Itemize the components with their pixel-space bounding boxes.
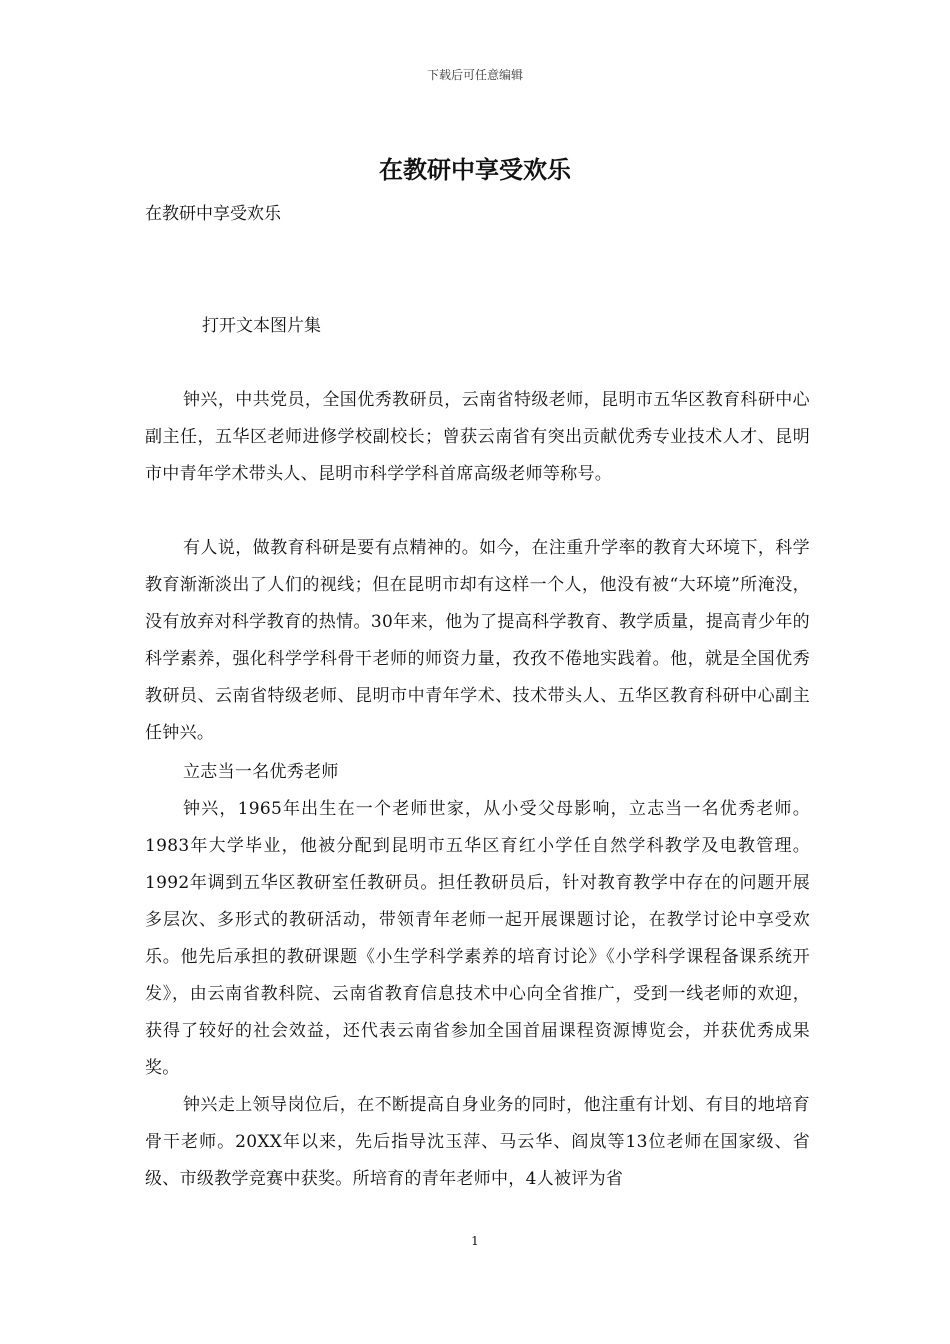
document-subtitle: 在教研中享受欢乐 bbox=[145, 204, 281, 224]
paragraph-career: 钟兴，1965年出生在一个老师世家，从小受父母影响，立志当一名优秀老师。1983年大学毕业，他被分配到昆明市五华区育红小学任自然学科教学及电教管理。1992年调到五华区教研室任教研员。担任教研员后，针对教育教学中存在的问题开展多层次、多形式的教研活动，带领青年老师一起开展课题讨论，在教学讨论中享受欢乐。他先后承担的教研课题《小生学科学素养的培育讨论》《小学科学课程备课系统开发》，由云南省教科院、云南省教育信息技术中心向全省推广，受到一线老师的欢迎，获得了较好的社会效益，还代表云南省参加全国首届课程资源博览会，并获优秀成果奖。 bbox=[145, 799, 810, 1078]
page-header: 下载后可任意编辑 bbox=[426, 68, 523, 82]
paragraph-background: 有人说，做教育科研是要有点精神的。如今，在注重升学率的教育大环境下，科学教育渐渐淡出了人们的视线；但在昆明市却有这样一个人，他没有被“大环境”所淹没，没有放弃对科学教育的热情。30年来，他为了提高科学教育、教学质量，提高青少年的科学素养，强化科学学科骨干老师的师资力量，孜孜不倦地实践着。他，就是全国优秀教研员、云南省特级老师、昆明市中青年学术、技术带头人、五华区教育科研中心副主任钟兴。 bbox=[145, 538, 810, 743]
section-heading: 立志当一名优秀老师 bbox=[183, 762, 339, 782]
page-number: 1 bbox=[471, 1234, 479, 1248]
open-gallery-link[interactable]: 打开文本图片集 bbox=[202, 316, 321, 336]
paragraph-intro: 钟兴，中共党员，全国优秀教研员，云南省特级老师，昆明市五华区教育科研中心副主任，五华区老师进修学校副校长；曾获云南省有突出贡献优秀专业技术人才、昆明市中青年学术带头人、昆明市科学学科首席高级老师等称号。 bbox=[145, 390, 810, 484]
document-title: 在教研中享受欢乐 bbox=[379, 155, 571, 184]
paragraph-leadership: 钟兴走上领导岗位后，在不断提高自身业务的同时，他注重有计划、有目的地培育骨干老师。20XX年以来，先后指导沈玉萍、马云华、阎岚等13位老师在国家级、省级、市级教学竞赛中获奖。所培育的青年老师中，4人被评为省 bbox=[145, 1095, 810, 1189]
